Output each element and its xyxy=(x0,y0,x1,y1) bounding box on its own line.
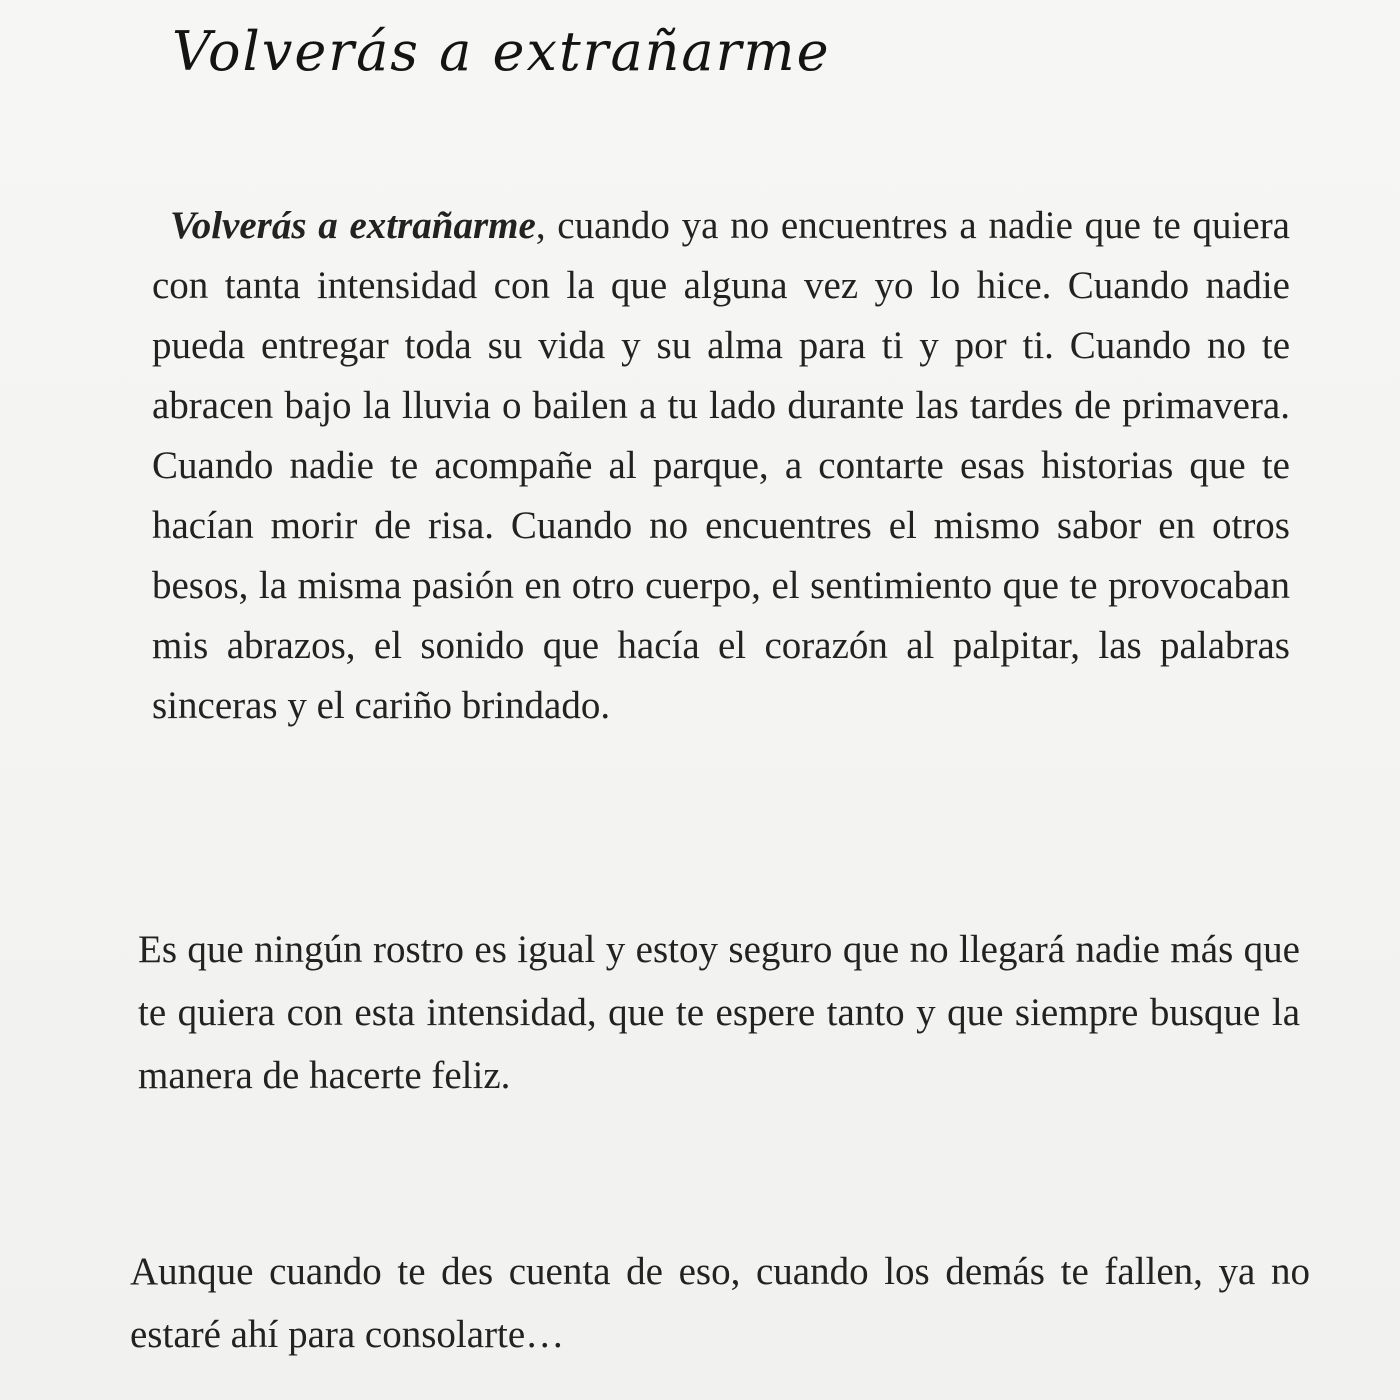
paragraph-2: Es que ningún rostro es igual y estoy seguro que no llegará nadie más que te quiera con esta intensidad, que te espere tanto y que siempre busque la manera de hacerte feliz. xyxy=(138,928,1300,1097)
paragraph-3: Aunque cuando te des cuenta de eso, cuando los demás te fallen, ya no estaré ahí para consolarte… xyxy=(130,1250,1310,1356)
page-title: Volverás a extrañarme xyxy=(172,20,831,83)
paragraph-1 xyxy=(152,196,1290,736)
paragraph-1-lead: Volverás a extrañarme xyxy=(170,204,536,247)
paragraph-1-text: , cuando ya no encuentres a nadie que te quiera con tanta intensidad con la que alguna vez yo lo hice. Cuando nadie pueda entregar toda su vida y su alma para ti y por ti. Cuando no te abracen bajo la lluvia o bailen a tu lado durante las tardes de primavera. Cuando nadie te acompañe al parque, a contarte esas historias que te hacían morir de risa. Cuando no encuentres el mismo sabor en otros besos, la misma pasión en otro cuerpo, el sentimiento que te provocaban mis abrazos, el sonido que hacía el corazón al palpitar, las palabras sinceras y el cariño brindado. xyxy=(152,204,1290,727)
